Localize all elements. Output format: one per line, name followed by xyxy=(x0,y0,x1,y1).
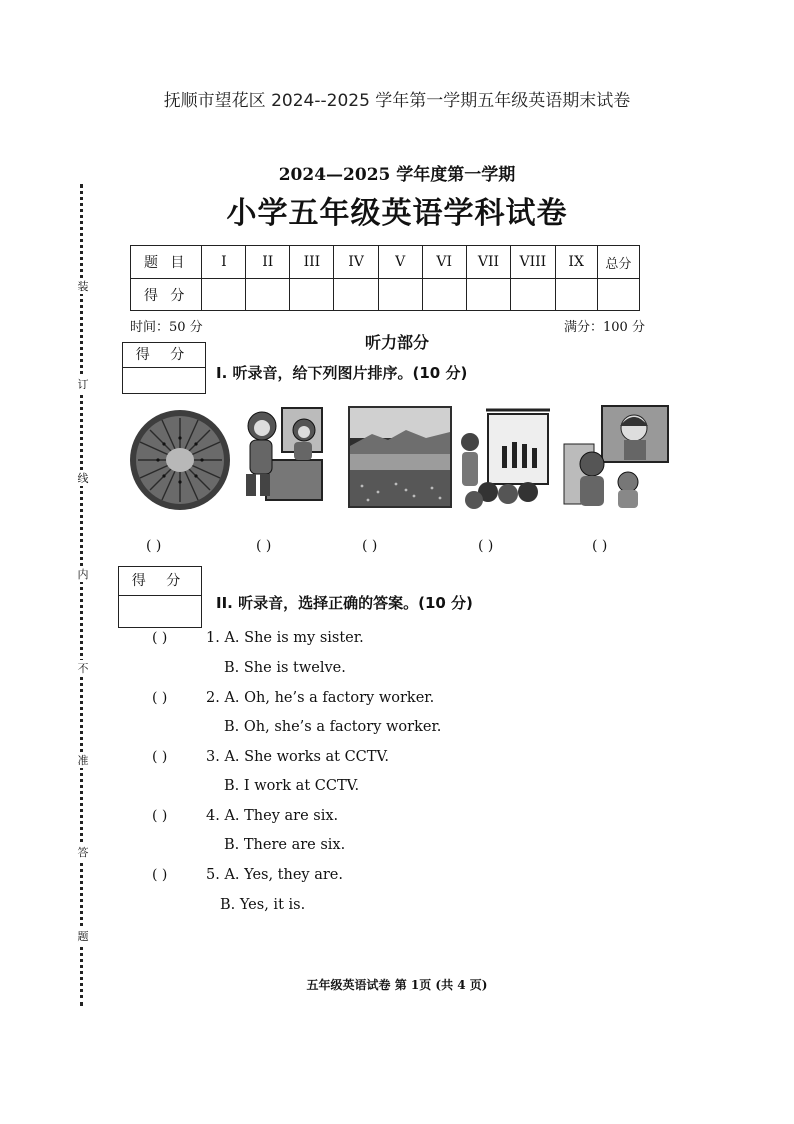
score-table-column: III xyxy=(290,246,334,279)
score-table-column: II xyxy=(246,246,290,279)
score-cell[interactable] xyxy=(555,279,597,311)
option-b: B. I work at CCTV. xyxy=(224,778,360,794)
kiwi-fruit-picture xyxy=(128,408,232,512)
option-a: 1. A. She is my sister. xyxy=(206,630,364,646)
binding-char: 订 xyxy=(77,378,89,391)
score-box-label: 得 分 xyxy=(119,567,201,596)
binding-char: 不 xyxy=(77,662,89,675)
score-box-input[interactable] xyxy=(123,368,205,393)
option-b: B. She is twelve. xyxy=(224,660,346,676)
score-table-column: I xyxy=(202,246,246,279)
binding-char: 线 xyxy=(77,472,89,485)
binding-char: 内 xyxy=(77,568,89,581)
binding-dotted-line xyxy=(80,184,83,1006)
full-marks: 满分：100 分 xyxy=(564,320,645,335)
score-cell[interactable] xyxy=(511,279,555,311)
score-table-column: V xyxy=(378,246,422,279)
audience-screen-picture xyxy=(458,406,554,510)
picture-order-blank[interactable]: ( ) xyxy=(256,538,272,554)
score-cell-total[interactable] xyxy=(597,279,639,311)
lake-landscape-picture xyxy=(348,406,452,508)
answer-blank[interactable]: ( ) xyxy=(152,808,168,824)
school-year-subtitle: 2024—2025 学年度第一学期 xyxy=(278,165,516,185)
binding-char: 准 xyxy=(77,754,89,767)
question-2-heading: II. 听录音，选择正确的答案。(10 分) xyxy=(216,594,473,612)
answer-blank[interactable]: ( ) xyxy=(152,749,168,765)
picture-order-blank[interactable]: ( ) xyxy=(478,538,494,554)
question-1-heading: I. 听录音，给下列图片排序。(10 分) xyxy=(216,364,468,382)
score-table-column: VI xyxy=(422,246,466,279)
option-a: 2. A. Oh, he’s a factory worker. xyxy=(206,690,435,706)
score-cell[interactable] xyxy=(290,279,334,311)
option-b: B. Oh, she’s a factory worker. xyxy=(224,719,442,735)
score-table-row-label: 题 目 xyxy=(131,246,202,279)
exam-main-title: 小学五年级英语学科试卷 xyxy=(226,196,568,231)
score-box-input[interactable] xyxy=(119,596,201,626)
score-box xyxy=(118,566,202,628)
score-cell[interactable] xyxy=(202,279,246,311)
answer-blank[interactable]: ( ) xyxy=(152,630,168,646)
girl-on-tv-picture xyxy=(562,404,670,510)
answer-blank[interactable]: ( ) xyxy=(152,690,168,706)
score-table-row-label: 得 分 xyxy=(131,279,202,311)
score-cell[interactable] xyxy=(378,279,422,311)
binding-char: 装 xyxy=(77,280,89,293)
score-cell[interactable] xyxy=(334,279,378,311)
score-table-column: VII xyxy=(466,246,510,279)
listening-section-title: 听力部分 xyxy=(364,333,429,352)
score-table xyxy=(130,245,640,311)
score-box xyxy=(122,342,206,394)
score-cell[interactable] xyxy=(466,279,510,311)
picture-order-blank[interactable]: ( ) xyxy=(592,538,608,554)
score-table-column: IX xyxy=(555,246,597,279)
option-b: B. Yes, it is. xyxy=(220,897,306,913)
score-cell[interactable] xyxy=(422,279,466,311)
score-table-column: VIII xyxy=(511,246,555,279)
score-table-column: IV xyxy=(334,246,378,279)
monkeys-washing-picture xyxy=(236,404,326,504)
exam-time: 时间：50 分 xyxy=(130,320,203,335)
score-box-label: 得 分 xyxy=(123,343,205,368)
option-b: B. There are six. xyxy=(224,837,346,853)
score-cell[interactable] xyxy=(246,279,290,311)
binding-char: 答 xyxy=(77,846,89,859)
option-a: 4. A. They are six. xyxy=(206,808,339,824)
option-a: 3. A. She works at CCTV. xyxy=(206,749,389,765)
binding-char: 题 xyxy=(77,930,89,943)
answer-blank[interactable]: ( ) xyxy=(152,867,168,883)
option-a: 5. A. Yes, they are. xyxy=(206,867,343,883)
page-footer: 五年级英语试卷 第 1页 (共 4 页) xyxy=(306,978,488,992)
score-table-column-total: 总分 xyxy=(597,246,639,279)
picture-order-blank[interactable]: ( ) xyxy=(146,538,162,554)
picture-order-blank[interactable]: ( ) xyxy=(362,538,378,554)
exam-source-title: 抚顺市望花区 2024--2025 学年第一学期五年级英语期末试卷 xyxy=(163,91,631,111)
